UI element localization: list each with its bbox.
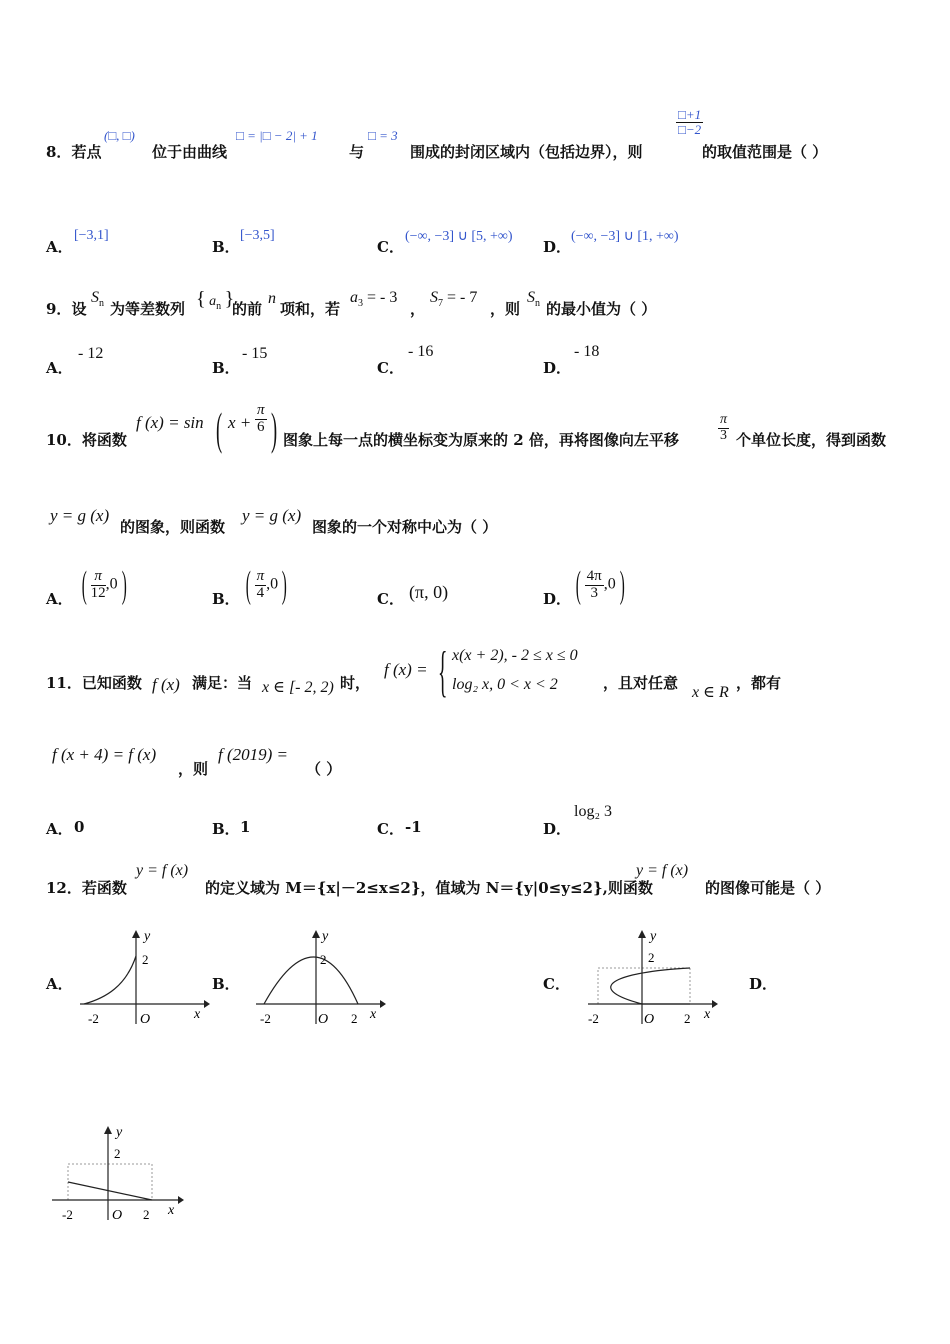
q10-option-c: (π, 0) [409,582,449,602]
q11-option-c: -1 [405,818,422,836]
svg-text:O: O [140,1012,151,1027]
svg-text:-2: -2 [260,1011,271,1026]
q9-an: { $a_n$ } [196,288,235,312]
q9-option-b: - 15 [242,345,268,362]
q8-stem: 8．若点 [46,143,102,161]
q9-a3: $a_3$ = - 3 [350,289,398,309]
svg-text:2: 2 [142,952,149,967]
q8-option-c: (−∞, −3] ∪ [5, +∞) [405,229,513,244]
q9-Sn: $S_n$ [91,289,104,309]
q9-S7: $S_7$ = - 7 [430,289,478,309]
svg-text:2: 2 [648,950,655,965]
svg-text:2: 2 [684,1011,691,1026]
graph-d [48,1122,184,1224]
svg-text:y: y [144,929,151,944]
svg-text:2: 2 [320,952,327,967]
svg-text:x: x [168,1203,175,1218]
q11-option-a: 0 [74,818,85,836]
q10-option-b: ( $\frac{\pi}{4}$ ,0) [245,564,288,606]
q8-label-b: B． [212,238,240,256]
q10-g: y = g (x) [50,506,110,525]
svg-text:x: x [370,1007,377,1022]
graph-b [252,926,386,1028]
graph-a [76,926,210,1028]
q11-option-b: 1 [240,818,251,836]
svg-text:y: y [322,929,329,944]
graph-c [584,926,718,1028]
svg-text:x: x [194,1007,201,1022]
q8-curve1: □ = |□ − 2| + 1 [236,128,318,143]
q8-point: (□, □) [104,128,135,143]
svg-text:O: O [644,1012,655,1027]
q9-option-c: - 16 [408,343,434,360]
svg-text:y: y [116,1125,123,1140]
q8-label-a: A． [46,238,73,256]
q11-case1: x(x + 2), - 2 ≤ x ≤ 0 [452,647,578,664]
svg-text:O: O [112,1208,123,1223]
svg-text:2: 2 [114,1146,121,1161]
q11-option-d: log₂ 3 [574,803,613,820]
q8-label-c: C． [377,238,404,256]
q11-periodic: f (x + 4) = f (x) [52,745,157,764]
q8-option-a: [−3,1] [74,228,109,243]
q8-fraction: $\frac{□+1}{□-2}$ [678,107,702,137]
svg-text:-2: -2 [88,1011,99,1026]
q8-curve2: □ = 3 [368,128,398,143]
svg-text:x: x [704,1007,711,1022]
q8-option-b: [−3,5] [240,228,275,243]
q9-option-a: - 12 [78,345,104,362]
q8-option-d: (−∞, −3] ∪ [1, +∞) [571,229,679,244]
q9-option-d: - 18 [574,343,600,360]
q10-option-a: ( $\frac{\pi}{12}$ ,0) [81,564,127,606]
svg-text:2: 2 [351,1011,358,1026]
q8-label-d: D． [543,238,572,256]
svg-text:y: y [650,929,657,944]
q10-function: f (x) = sin [136,413,204,432]
q11-case2: log₂ x, 0 < x < 2 [452,676,558,693]
svg-text:-2: -2 [588,1011,599,1026]
svg-text:2: 2 [143,1207,150,1222]
svg-text:-2: -2 [62,1207,73,1222]
q10-option-d: ( $\frac{4\pi}{3}$ ,0) [575,564,625,606]
svg-text:O: O [318,1012,329,1027]
q11-domain: x ∈ [- 2, 2) [262,679,334,696]
q8-number: 8． [46,143,72,161]
